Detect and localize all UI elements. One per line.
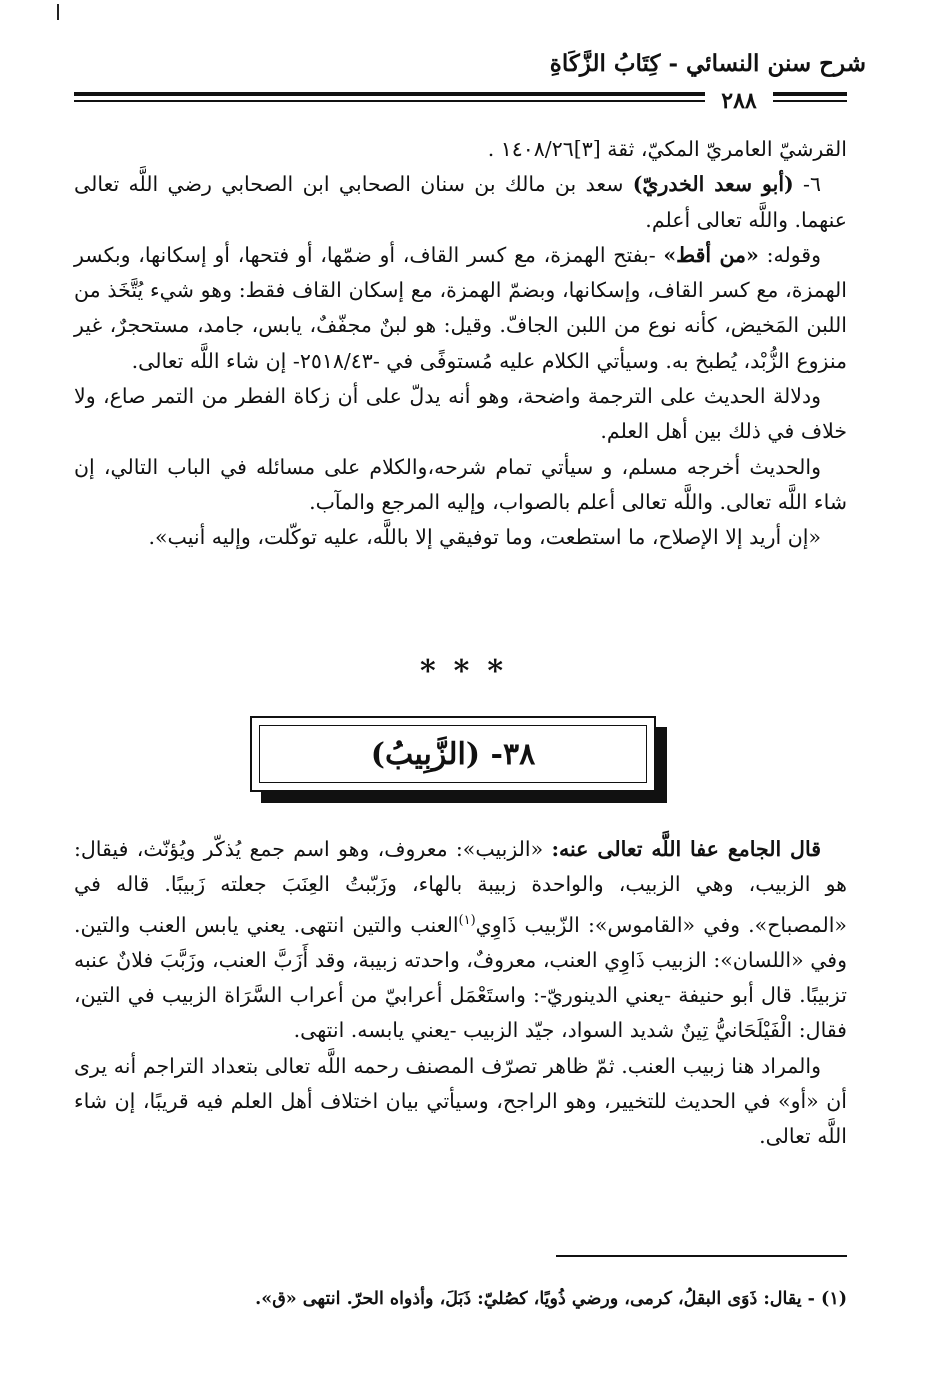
paragraph <box>74 167 847 238</box>
narrator-number: ٦- <box>793 172 821 197</box>
page-number: ٢٨٨ <box>705 88 773 114</box>
text-run: «الزبيب»: معروف، وهو اسم جمع يُذكّر ويُؤنّث، فيقال: هو الزبيب، وهي الزبيب، والواحدة زبيبة بالهاء، وزَبّبتُ العِنَبَ جعلته زَبيبًا. قاله في «المصباح». وفي «القاموس»: الزّبيب ذَاوِي <box>74 837 847 937</box>
running-header-title: شرح سنن النسائي - كِتَابُ الزَّكَاةِ <box>549 50 866 77</box>
paragraph: والحديث أخرجه مسلم، و سيأتي تمام شرحه،والكلام على مسائله في الباب التالي، إن شاء اللَّه تعالى. واللَّه تعالى أعلم بالصواب، وإليه المرجع والمآب. <box>74 454 847 514</box>
closing-quote: «إن أريد إلا الإصلاح، ما استطعت، وما توفيقي إلا باللَّه، عليه توكّلت، وإليه أنيب». <box>148 525 821 550</box>
paragraph: ودلالة الحديث على الترجمة واضحة، وهو أنه يدلّ على أن زكاة الفطر من التمر صاع، ولا خلاف في ذلك بين أهل العلم. <box>74 384 847 444</box>
chapter-title: ٣٨- (الزَّبِيبُ) <box>370 736 536 772</box>
paragraph <box>74 832 847 1049</box>
author-lead: قال الجامع عفا اللَّه تعالى عنه: <box>551 837 821 861</box>
footnote-ref: (١) <box>458 912 476 928</box>
term-aqit: «من أقط» <box>663 242 759 267</box>
body-text-lower <box>74 832 847 1155</box>
paragraph: القرشيّ العامريّ المكيّ، ثقة [٣]١٤٠٨/٢٦ . <box>487 137 847 161</box>
corner-mark <box>57 4 59 20</box>
section-separator-stars: *** <box>419 654 522 689</box>
body-text-upper <box>74 132 847 556</box>
paragraph: والمراد هنا زبيب العنب. ثمّ ظاهر تصرّف المصنف رحمه اللَّه تعالى بتعداد التراجم أنه يرى أن «أو» في الحديث للتخيير، وهو الراجح، وسيأتي بيان اختلاف أهل العلم فيه قريبًا، إن شاء اللَّه تعالى. <box>74 1053 847 1149</box>
footnote-rule <box>556 1255 847 1257</box>
paragraph <box>74 238 847 379</box>
text-run: -بفتح الهمزة، مع كسر القاف، أو ضمّها، أو فتحها، أو إسكانها، وبكسر الهمزة، مع كسر القاف، وإسكانها، وبضمّ الهمزة، مع إسكان القاف فقط: وهو شيء يُتَّخَذ من اللبن المَخيض، كأنه نوع من اللبن الجافّ. وقيل: هو لبنٌ مجفّفٌ، يابس، جامد، مستحجرٌ، غير منزوع الزُّبْد، يُطبخ به. وسيأتي الكلام عليه مُستوفًى في -٢٥١٨/٤٣- إن شاء اللَّه تعالى. <box>74 242 847 373</box>
footnote: (١) - يقال: ذَوَى البقلُ، كرمى، ورضي ذُويًا، كصُليّ: ذَبَلَ، وأذواه الحرّ. انتهى «ق». <box>255 1289 847 1309</box>
narrator-name: (أبو سعد الخدريّ) <box>632 172 794 197</box>
text-run: العنب والتين انتهى. يعني يابس العنب والتين. وفي «اللسان»: الزبيب ذَاوِي العنب، معروفٌ، واحدته زبيبة، وقد أَزَبَّ العنب، وزَبَّبَ فلانٌ عنبه تزبيبًا. قال أبو حنيفة -يعني الدينوريّ-: واستَعْمَل أعرابيّ من أعراب السَّرَاة الزبيب في التين، فقال: الْفَيْلَحَانيُّ تِينٌ شديد السواد، جيّد الزبيب -يعني يابسه. انتهى. <box>74 912 847 1043</box>
chapter-heading-box <box>250 716 656 792</box>
narrator-bio: سعد بن مالك بن سنان الصحابي ابن الصحابي رضي اللَّه تعالى عنهما. واللَّه تعالى أعلم. <box>74 172 847 232</box>
text-run: وقوله: <box>758 242 821 267</box>
